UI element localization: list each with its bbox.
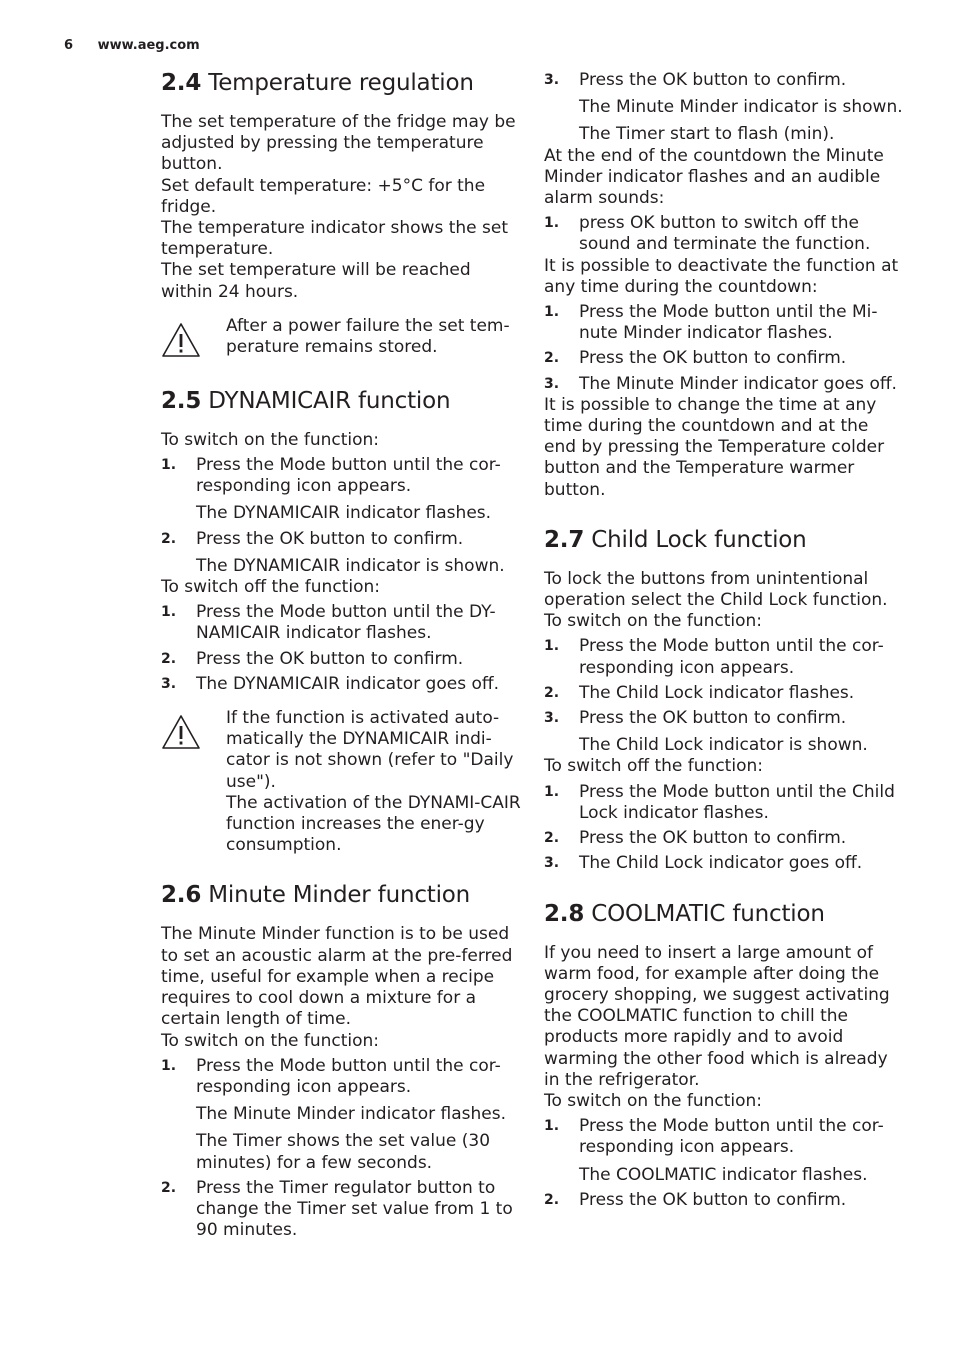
list-item	[544, 683, 904, 704]
step-number: 3.	[544, 72, 560, 88]
list-item	[161, 649, 521, 670]
step-result: The Timer shows the set value (30 minutes) for a few seconds.	[196, 1131, 491, 1173]
step-number: 2.	[544, 684, 560, 701]
step-text: Press the OK button to confirm.	[579, 1189, 847, 1210]
list-item	[544, 302, 904, 344]
section-number: 2.8	[544, 900, 585, 927]
step-result: The DYNAMICAIR indicator is shown.	[196, 555, 505, 576]
list-item	[544, 828, 904, 849]
paragraph: The temperature indicator shows the set temperature.	[161, 218, 508, 260]
step-text: Press the Mode button until the cor-responding icon appears.	[579, 636, 884, 678]
step-number: 2.	[161, 1179, 177, 1196]
step-text: Press the OK button to confirm.	[579, 348, 847, 369]
paragraph: To switch off the function:	[161, 577, 380, 598]
step-number: 3.	[544, 710, 560, 727]
step-number: 1.	[161, 1057, 177, 1074]
paragraph: To switch on the function:	[161, 429, 380, 450]
section-title: COOLMATIC function	[591, 900, 825, 927]
step-number: 3.	[544, 855, 560, 872]
section-title: Minute Minder function	[208, 882, 471, 909]
step-result: The Child Lock indicator is shown.	[579, 735, 868, 756]
warning-line: The activation of the DYNAMI-CAIR function increases the ener-gy consumption.	[226, 792, 521, 856]
right-column	[544, 70, 904, 1211]
site-url: www.aeg.com	[97, 38, 200, 53]
list-item	[544, 782, 904, 824]
list-item	[544, 853, 904, 874]
step-number: 1.	[544, 783, 560, 800]
warning-line: If the function is activated auto-matically the DYNAMICAIR indi-cator is not shown (refer to "Daily use").	[226, 708, 514, 792]
warning-text	[226, 708, 521, 856]
step-number: 2.	[544, 1191, 560, 1208]
section-number: 2.7	[544, 526, 585, 553]
section-number: 2.4	[161, 70, 202, 96]
step-text: press OK button to switch off the sound and terminate the function.	[579, 213, 871, 255]
paragraph: The Minute Minder function is to be used to set an acoustic alarm at the pre-ferred time, useful for example when a recipe requires to cool down a mixture for a certain length of time.	[161, 924, 513, 1030]
paragraph: The set temperature will be reached within 24 hours.	[161, 260, 471, 302]
paragraph: To lock the buttons from unintentional operation select the Child Lock function.	[544, 568, 888, 611]
paragraph: Set default temperature: +5°C for the fridge.	[161, 175, 486, 217]
step-text: Press the OK button to confirm.	[579, 828, 847, 849]
heading-2-8	[544, 899, 904, 929]
list-item	[544, 213, 904, 255]
step-text: Press the OK button to confirm.	[196, 528, 464, 549]
step-text: Press the Mode button until the DY-NAMICAIR indicator flashes.	[196, 602, 496, 644]
warning-text: After a power failure the set tem-perature remains stored.	[226, 315, 510, 358]
step-text: Press the OK button to confirm.	[196, 648, 464, 669]
step-text: The Minute Minder indicator goes off.	[579, 373, 897, 394]
section-number: 2.6	[161, 882, 202, 909]
paragraph: It is possible to deactivate the function at any time during the countdown:	[544, 255, 899, 297]
step-number: 1.	[544, 304, 560, 321]
page-header	[64, 38, 200, 53]
step-text: Press the OK button to confirm.	[579, 70, 847, 90]
step-result: The Minute Minder indicator is shown.	[579, 97, 903, 118]
step-number: 1.	[544, 638, 560, 655]
step-number: 3.	[544, 375, 560, 392]
heading-2-7	[544, 525, 904, 555]
step-number: 2.	[161, 650, 177, 667]
paragraph: At the end of the countdown the Minute Minder indicator flashes and an audible alarm sounds:	[544, 145, 884, 209]
paragraph: The set temperature of the fridge may be adjusted by pressing the temperature button.	[161, 112, 516, 175]
warning-note	[161, 316, 521, 362]
step-number: 2.	[161, 530, 177, 547]
section-title: DYNAMICAIR function	[208, 387, 451, 414]
step-text: Press the Mode button until the cor-responding icon appears.	[196, 1055, 501, 1097]
step-number: 1.	[161, 604, 177, 621]
paragraph: If you need to insert a large amount of warm food, for example after doing the grocery shopping, we suggest activating the COOLMATIC function to chill the products more rapidly and to avoid warming the other food which is already in the refrigerator.	[544, 942, 890, 1090]
step-text: Press the Timer regulator button to change the Timer set value from 1 to 90 minutes.	[196, 1177, 513, 1241]
section-title: Temperature regulation	[208, 70, 474, 96]
step-text: The Child Lock indicator flashes.	[579, 682, 855, 703]
step-text: Press the OK button to confirm.	[579, 708, 847, 729]
warning-triangle-icon	[161, 316, 226, 362]
page-number: 6	[64, 38, 74, 53]
list-item	[544, 374, 904, 395]
step-number: 2.	[544, 830, 560, 847]
section-number: 2.5	[161, 387, 202, 414]
section-title: Child Lock function	[591, 526, 807, 553]
step-number: 1.	[544, 215, 560, 232]
list-item	[544, 348, 904, 369]
list-item	[161, 602, 521, 644]
step-result: The Timer start to flash (min).	[579, 124, 835, 145]
warning-triangle-icon	[161, 708, 226, 856]
heading-2-5	[161, 386, 521, 416]
step-number: 1.	[544, 1118, 560, 1135]
paragraph: To switch on the function:	[161, 1030, 380, 1051]
step-text: Press the Mode button until the cor-responding icon appears.	[196, 455, 501, 497]
list-item	[161, 674, 521, 695]
step-text: The DYNAMICAIR indicator goes off.	[196, 673, 499, 694]
step-number: 1.	[161, 457, 177, 474]
step-text: Press the Mode button until the Child Lock indicator flashes.	[579, 781, 895, 823]
list-item	[544, 70, 904, 91]
paragraph: It is possible to change the time at any time during the countdown and at the end by pressing the Temperature colder button and the Temperature warmer button.	[544, 394, 885, 500]
paragraph: To switch off the function:	[544, 756, 763, 777]
list-item	[544, 1190, 904, 1211]
paragraph: To switch on the function:	[544, 1090, 763, 1111]
step-number: 2.	[544, 350, 560, 367]
step-text: The Child Lock indicator goes off.	[579, 853, 863, 874]
heading-2-4	[161, 68, 521, 98]
list-item	[544, 708, 904, 729]
list-item	[161, 1056, 521, 1098]
step-number: 3.	[161, 675, 177, 692]
step-text: Press the Mode button until the Mi-nute Minder indicator flashes.	[579, 302, 878, 344]
list-item	[161, 1178, 521, 1242]
paragraph: To switch on the function:	[544, 611, 763, 632]
list-item	[544, 1116, 904, 1158]
list-item	[161, 529, 521, 550]
step-result: The Minute Minder indicator flashes.	[196, 1104, 507, 1125]
heading-2-6	[161, 880, 521, 910]
list-item	[161, 455, 521, 497]
list-item	[544, 636, 904, 678]
step-result: The COOLMATIC indicator flashes.	[579, 1164, 868, 1185]
warning-note	[161, 708, 521, 856]
step-result: The DYNAMICAIR indicator flashes.	[196, 503, 492, 524]
left-column	[161, 68, 521, 1241]
step-text: Press the Mode button until the cor-responding icon appears.	[579, 1116, 884, 1158]
